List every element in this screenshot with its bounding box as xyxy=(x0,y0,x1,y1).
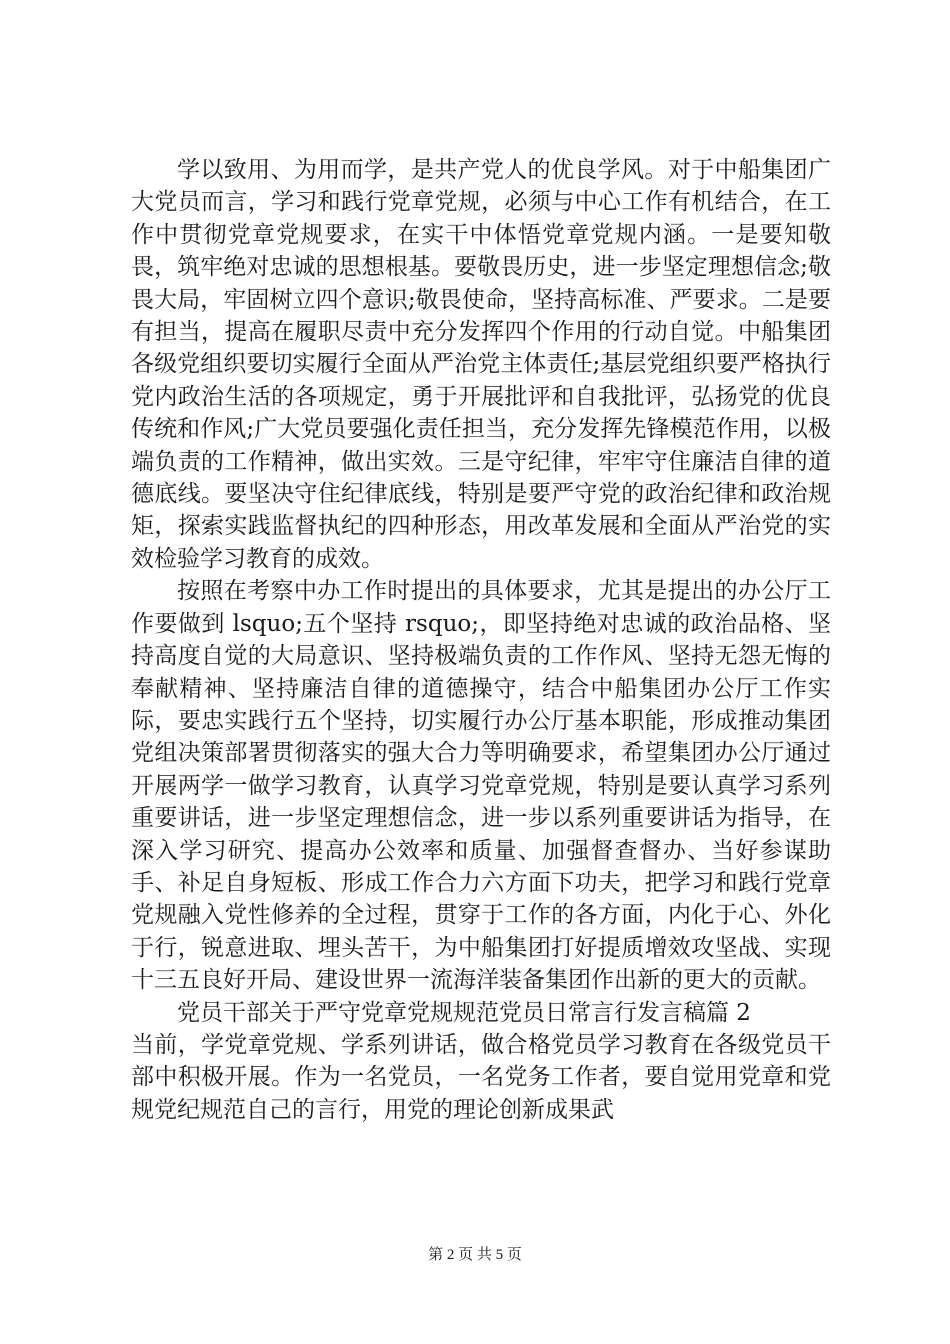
section-heading: 党员干部关于严守党章党规规范党员日常言行发言稿篇 2 xyxy=(177,999,751,1026)
section-paragraph: 当前，学党章党规、学系列讲话，做合格党员学习教育在各级党员干部中积极开展。作为一名党员，一名党务工作者，要自觉用党章和党规党纪规范自己的言行，用党的理论创新成果武 xyxy=(131,1031,831,1123)
document-body xyxy=(131,154,831,1126)
paragraph-1: 学以致用、为用而学，是共产党人的优良学风。对于中船集团广大党员而言，学习和践行党章党规，必须与中心工作有机结合，在工作中贯彻党章党规要求，在实干中体悟党章党规内涵。一是要知敬畏，筑牢绝对忠诚的思想根基。要敬畏历史，进一步坚定理想信念;敬畏大局，牢固树立四个意识;敬畏使命，坚持高标准、严要求。二是要有担当，提高在履职尽责中充分发挥四个作用的行动自觉。中船集团各级党组织要切实履行全面从严治党主体责任;基层党组织要严格执行党内政治生活的各项规定，勇于开展批评和自我批评，弘扬党的优良传统和作风;广大党员要强化责任担当，充分发挥先锋模范作用，以极端负责的工作精神，做出实效。三是守纪律，牢牢守住廉洁自律的道德底线。要坚决守住纪律底线，特别是要严守党的政治纪律和政治规矩，探索实践监督执纪的四种形态，用改革发展和全面从严治党的实效检验学习教育的成效。 xyxy=(131,157,831,572)
paragraph-2: 按照在考察中办工作时提出的具体要求，尤其是提出的办公厅工作要做到 lsquo;五个坚持 rsquo;，即坚持绝对忠诚的政治品格、坚持高度自觉的大局意识、坚持极端负责的工作作风、坚持无怨无悔的奉献精神、坚持廉洁自律的道德操守，结合中船集团办公厅工作实际，要忠实践行五个坚持，切实履行办公厅基本职能，形成推动集团党组决策部署贯彻落实的强大合力等明确要求，希望集团办公厅通过开展两学一做学习教育，认真学习党章党规，特别是要认真学习系列重要讲话，进一步坚定理想信念，进一步以系列重要讲话为指导，在深入学习研究、提高办公效率和质量、加强督查督办、当好参谋助手、补足自身短板、形成工作合力六方面下功夫，把学习和践行党章党规融入党性修养的全过程，贯穿于工作的各方面，内化于心、外化于行，锐意进取、埋头苦干，为中船集团打好提质增效攻坚战、实现十三五良好开局、建设世界一流海洋装备集团作出新的更大的贡献。 xyxy=(131,578,831,994)
page-number-footer: 第 2 页 共 5 页 xyxy=(428,1247,522,1263)
